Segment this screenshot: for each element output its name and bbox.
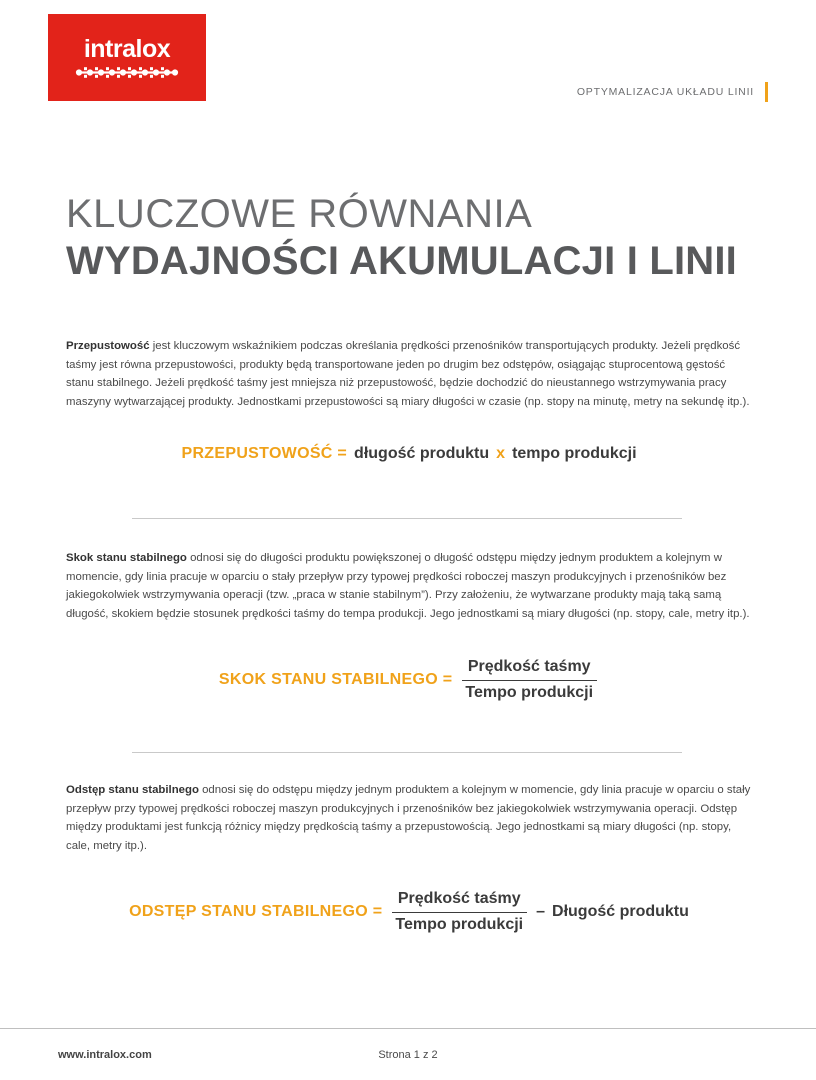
equation-3-numerator: Prędkość taśmy [392,889,527,912]
section-steady-state-gap [66,770,752,935]
equation-3-fraction [389,889,529,935]
page-footer [0,1028,816,1080]
equation-pitch [66,657,752,703]
equation-1-label: PRZEPUSTOWOŚĆ = [181,445,348,463]
section-1-lead: Przepustowość [66,340,150,353]
equation-2-denominator: Tempo produkcji [465,683,594,701]
equation-1-operator: x [496,445,506,463]
section-3-lead: Odstęp stanu stabilnego [66,784,199,797]
footer-page-number: Strona 1 z 2 [378,1048,438,1061]
page-header [0,0,816,128]
footer-website-link[interactable]: www.intralox.com [58,1048,152,1061]
intralox-logo [48,14,206,101]
section-1-body: jest kluczowym wskaźnikiem podczas określania prędkości przenośników transportujących produkty. Jeżeli prędkość taśmy jest równa przepustowości, produkty będą transportowane jeden po drugim bez odstępów, osiągając stuprocentową gęstość stanu stabilnego. Jeżeli prędkość taśmy jest mniejsza niż przepustowość, będzie dochodzić do nieustannego wstrzymywania pracy maszyny wytwarzającej produkty. Jednostkami przepustowości są miary długości w czasie (np. stopy na minutę, metry na sekundę itp.). [66,340,750,408]
equation-3-label: ODSTĘP STANU STABILNEGO = [129,903,383,921]
equation-throughput [66,445,752,463]
header-category-label: OPTYMALIZACJA UKŁADU LINII [576,86,754,98]
section-2-lead: Skok stanu stabilnego [66,552,187,565]
section-throughput [66,326,752,463]
equation-1-term-2: tempo produkcji [512,445,637,463]
chain-belt-icon [73,66,181,79]
section-divider-2 [132,752,682,753]
section-2-body: odnosi się do długości produktu powiększonej o długość odstępu między jednym produktem a kolejnym w momencie, gdy linia pracuje w oparciu o stały przepływ przy typowej prędkości roboczej maszyn produkcyjnych i przenośników bez jakiegokolwiek wstrzymywania operacji (tzw. „praca w stanie stabilnym”). Przy założeniu, że wytwarzane produkty mają taką samą długość, skokiem będzie stosunek prędkości taśmy do tempa produkcji. Jego jednostkami są miary długości (np. stopy, cale, metry itp.). [66,552,750,620]
equation-1-term-1: długość produktu [354,445,490,463]
section-2-paragraph [66,549,752,623]
accent-bar [765,82,768,102]
equation-3-operator: – [536,903,546,921]
section-steady-state-pitch [66,538,752,703]
section-1-paragraph [66,337,752,411]
page-title [66,192,766,284]
equation-3-denominator: Tempo produkcji [395,915,524,933]
section-3-body: odnosi się do odstępu między jednym produktem a kolejnym w momencie, gdy linia pracuje w oparciu o stały przepływ przy typowej prędkości roboczej maszyn produkcyjnych i przenośników bez jakiegokolwiek wstrzymywania operacji. Odstęp między produktami jest funkcją różnicy między prędkością taśmy a przepustowością. Jego jednostkami są miary długości (np. stopy, cale, metry itp.). [66,784,751,852]
header-right-group [577,82,768,102]
section-3-paragraph [66,781,752,855]
equation-2-numerator: Prędkość taśmy [462,657,597,680]
title-line-2: WYDAJNOŚCI AKUMULACJI I LINII [66,238,737,283]
equation-2-label: SKOK STANU STABILNEGO = [218,671,453,689]
logo-wordmark: intralox [83,34,171,63]
equation-2-fraction [459,657,599,703]
equation-gap [66,889,752,935]
title-line-1: KLUCZOWE RÓWNANIA [66,192,533,236]
section-divider-1 [132,518,682,519]
equation-3-term-2: Długość produktu [552,903,689,921]
